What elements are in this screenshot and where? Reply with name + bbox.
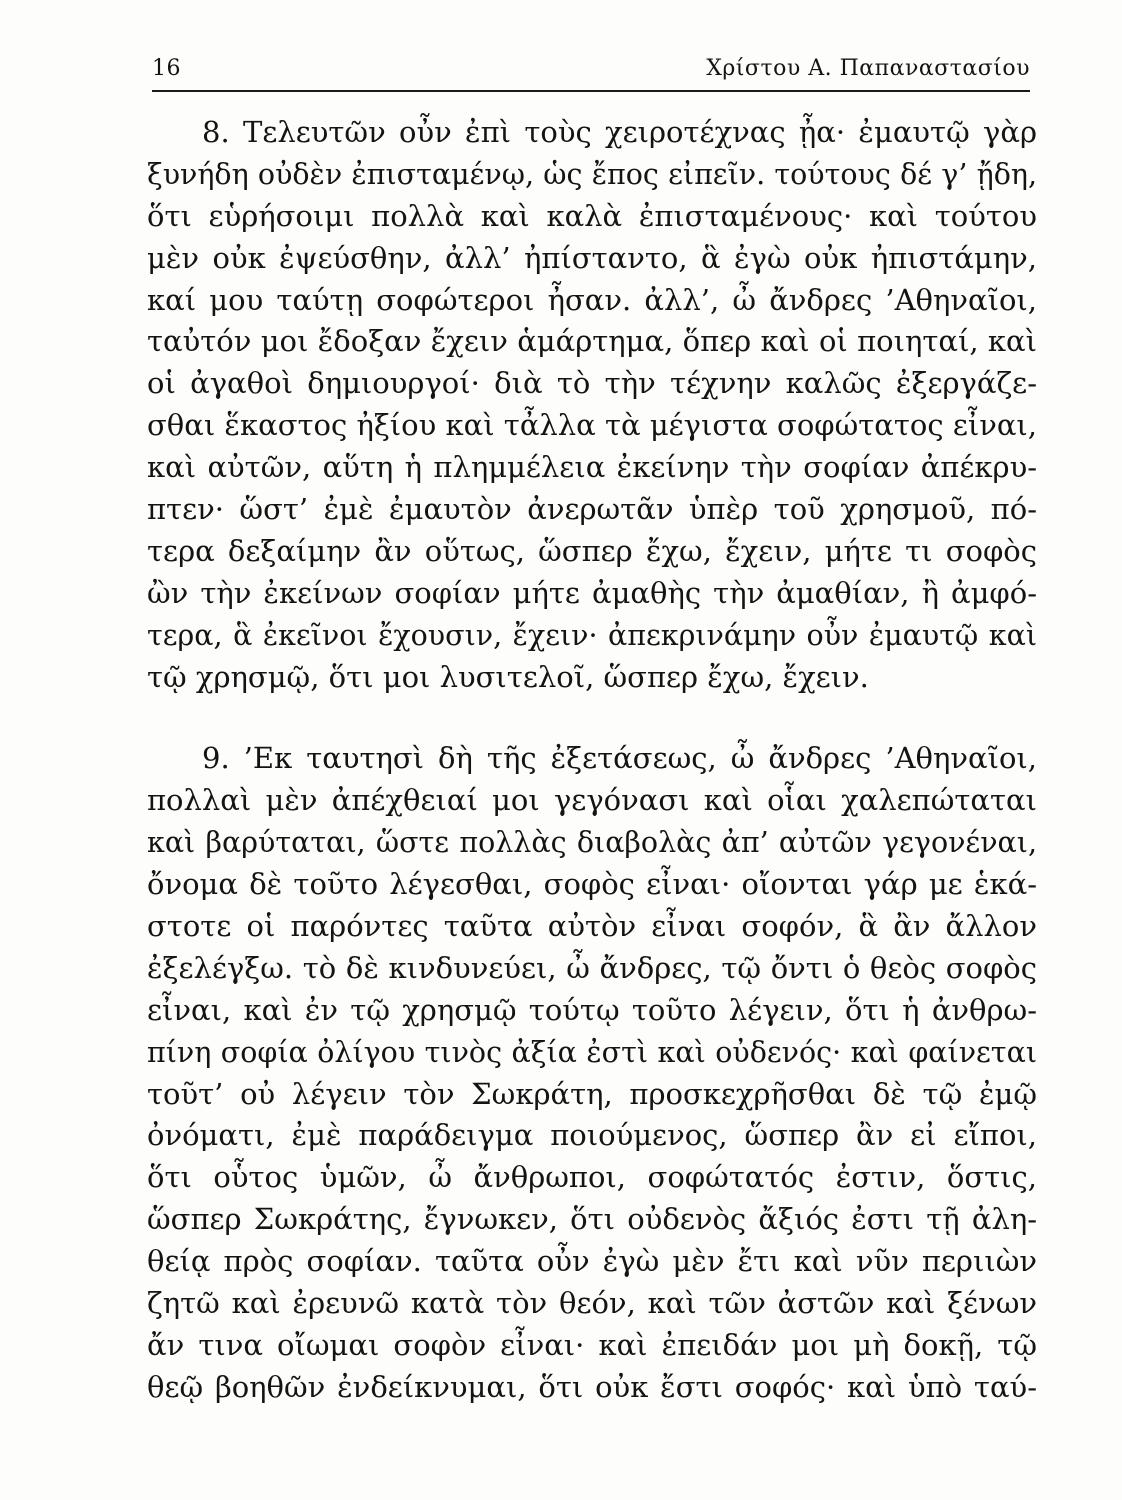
text-line: τοῦτ’ οὐ λέγειν τὸν Σωκράτη, προσκεχρῆσθαι δὲ τῷ ἐμῷ: [147, 1076, 1037, 1111]
text-line: θεῷ βοηθῶν ἐνδείκνυμαι, ὅτι οὐκ ἔστι σοφός· καὶ ὑπὸ ταύ-: [147, 1369, 1037, 1404]
text-line: 9. ’Εκ ταυτησὶ δὴ τῆς ἐξετάσεως, ὦ ἄνδρες ’Αθηναῖοι,: [202, 741, 1037, 776]
text-line: τῷ χρησμῷ, ὅτι μοι λυσιτελοῖ, ὥσπερ ἔχω, ἔχειν.: [147, 659, 869, 694]
text-line: 8. Τελευτῶν οὖν ἐπὶ τοὺς χειροτέχνας ᾖα· ἐμαυτῷ γὰρ: [202, 115, 1037, 149]
page-number: 16: [152, 56, 181, 81]
paragraph-9: [147, 738, 1037, 1408]
page-header: [152, 52, 1030, 92]
text-line: πτεν· ὥστ’ ἐμὲ ἐμαυτὸν ἀνερωτᾶν ὑπὲρ τοῦ χρησμοῦ, πό-: [147, 492, 1037, 527]
paragraph-8: [147, 112, 1037, 698]
text-line: ἄν τινα οἴωμαι σοφὸν εἶναι· καὶ ἐπειδάν μοι μὴ δοκῇ, τῷ: [147, 1327, 1037, 1362]
text-line: ἐξελέγξω. τὸ δὲ κινδυνεύει, ὦ ἄνδρες, τῷ ὄντι ὁ θεὸς σοφὸς: [147, 950, 1037, 985]
text-line: καὶ αὐτῶν, αὕτη ἡ πλημμέλεια ἐκείνην τὴν σοφίαν ἀπέκρυ-: [147, 450, 1037, 485]
text-line: ὅτι εὑρήσοιμι πολλὰ καὶ καλὰ ἐπισταμένους· καὶ τούτου: [147, 198, 1037, 233]
body-text: [147, 112, 1037, 1409]
text-line: οἱ ἀγαθοὶ δημιουργοί· διὰ τὸ τὴν τέχνην καλῶς ἐξεργάζε-: [147, 366, 1037, 401]
text-line: καὶ βαρύταται, ὥστε πολλὰς διαβολὰς ἀπ’ αὐτῶν γεγονέναι,: [147, 826, 1037, 860]
text-line: ὢν τὴν ἐκείνων σοφίαν μήτε ἀμαθὴς τὴν ἀμαθίαν, ἢ ἀμφό-: [147, 575, 1037, 610]
text-line: ὅτι οὗτος ὑμῶν, ὦ ἄνθρωποι, σοφώτατός ἐστιν, ὅστις,: [147, 1160, 1037, 1195]
text-line: καί μου ταύτῃ σοφώτεροι ἦσαν. ἀλλ’, ὦ ἄνδρες ’Αθηναῖοι,: [147, 282, 1037, 317]
text-line: πολλαὶ μὲν ἀπέχθειαί μοι γεγόνασι καὶ οἷαι χαλεπώταται: [147, 783, 1037, 818]
running-head-author: Χρίστου Α. Παπαναστασίου: [706, 56, 1030, 81]
text-line: τερα, ἃ ἐκεῖνοι ἔχουσιν, ἔχειν· ἀπεκρινάμην οὖν ἐμαυτῷ καὶ: [147, 618, 1037, 652]
text-line: σθαι ἕκαστος ἠξίου καὶ τἆλλα τὰ μέγιστα σοφώτατος εἶναι,: [147, 408, 1037, 443]
text-line: ταὐτόν μοι ἔδοξαν ἔχειν ἁμάρτημα, ὅπερ καὶ οἱ ποιηταί, καὶ: [147, 324, 1037, 359]
text-line: τερα δεξαίμην ἂν οὕτως, ὥσπερ ἔχω, ἔχειν, μήτε τι σοφὸς: [147, 533, 1037, 568]
text-line: ὄνομα δὲ τοῦτο λέγεσθαι, σοφὸς εἶναι· οἴονται γάρ με ἑκά-: [147, 867, 1037, 902]
text-line: εἶναι, καὶ ἐν τῷ χρησμῷ τούτῳ τοῦτο λέγειν, ὅτι ἡ ἀνθρω-: [147, 992, 1037, 1027]
text-line: ὀνόματι, ἐμὲ παράδειγμα ποιούμενος, ὥσπερ ἂν εἰ εἴποι,: [147, 1118, 1037, 1153]
text-line: μὲν οὐκ ἐψεύσθην, ἀλλ’ ἠπίσταντο, ἃ ἐγὼ οὐκ ἠπιστάμην,: [147, 240, 1037, 275]
text-line: στοτε οἱ παρόντες ταῦτα αὐτὸν εἶναι σοφόν, ἃ ἂν ἄλλον: [147, 909, 1037, 944]
text-line: ὥσπερ Σωκράτης, ἔγνωκεν, ὅτι οὐδενὸς ἄξιός ἐστι τῇ ἀλη-: [147, 1202, 1037, 1237]
text-line: ξυνήδη οὐδὲν ἐπισταμένῳ, ὡς ἔπος εἰπεῖν. τούτους δέ γ’ ᾔδη,: [147, 157, 1037, 191]
text-line: θείᾳ πρὸς σοφίαν. ταῦτα οὖν ἐγὼ μὲν ἔτι καὶ νῦν περιιὼν: [147, 1244, 1037, 1279]
text-line: πίνη σοφία ὀλίγου τινὸς ἀξία ἐστὶ καὶ οὐδενός· καὶ φαίνεται: [147, 1035, 1037, 1069]
text-line: ζητῶ καὶ ἐρευνῶ κατὰ τὸν θεόν, καὶ τῶν ἀστῶν καὶ ξένων: [147, 1286, 1037, 1321]
